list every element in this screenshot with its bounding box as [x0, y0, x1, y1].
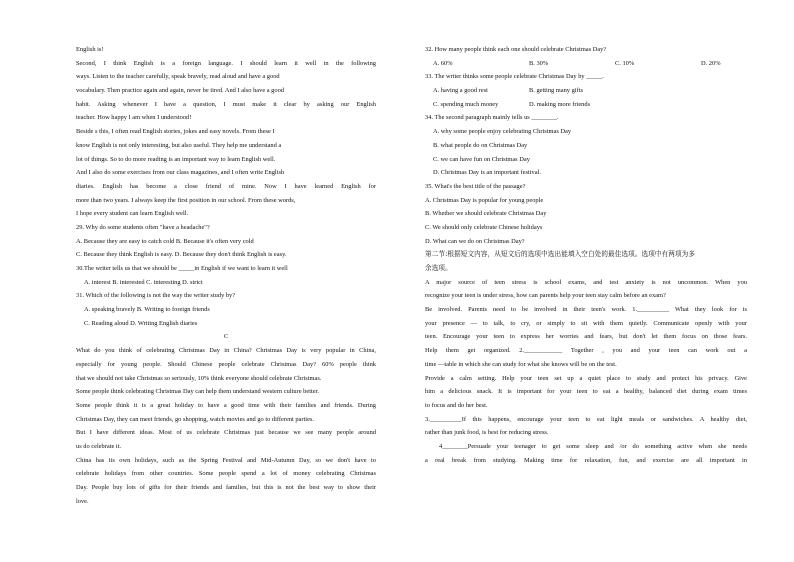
answer-option: D. making more friends	[529, 100, 591, 108]
text-line: Day. People buy lots of gifts for their friends and families, but this is not the best way to show their	[76, 484, 376, 491]
text-line: Some people think celebrating Christmas Day can help them understand western culture better.	[76, 388, 319, 396]
text-line: love.	[76, 497, 89, 505]
text-line: especially for young people. Should Chinese people celebrate Christmas Day? 60% people think	[76, 360, 376, 368]
text-line: 4________Persuade your teenager to get some sleep and /or do something active when she needs	[439, 442, 747, 450]
text-line: 31. Which of the following is not the way the writer study by?	[76, 292, 236, 300]
text-line: Be involved. Parents need to be involved in their teen's work. 1.__________ What they look for is	[425, 306, 747, 314]
text-line: him a delicious snack. It is important for your teen to eat a healthy, balanced diet during exam times	[425, 388, 747, 396]
text-line: And I also do some exercises from our class magazines, and I often write English	[76, 169, 285, 177]
text-line: But I have different ideas. Most of us celebrate Christmas just because we see many people around	[76, 429, 376, 437]
text-line: more than two years. I always keep the first position in our school. From these words,	[76, 196, 296, 204]
text-line: A. Because they are easy to catch cold B. Because it's often very cold	[76, 237, 254, 245]
text-line: your presence — to talk, to cry, or simply to sit with them quietly. Communicate openly with your	[425, 319, 747, 327]
text-line: celebrate holidays from other countries. Some people spend a lot of money celebrating Christmas	[76, 470, 376, 478]
text-line: teacher. How happy I am when I understood!	[76, 114, 192, 122]
text-line: 34. The second paragraph mainly tells us ________.	[425, 114, 559, 122]
text-line: Christmas Day, they can meet friends, go shopping, watch movies and go to different parties.	[76, 415, 314, 423]
text-line: D. What can we do on Christmas Day?	[425, 237, 525, 245]
text-line: What do you think of celebrating Christmas Day in China? Christmas Day is very popular in China,	[76, 347, 376, 355]
text-line: to focus and do her best.	[425, 401, 488, 409]
text-line: a real break from studying. Making time for relaxation, fun, and exercise are all important in	[425, 456, 747, 464]
answer-options-row	[425, 84, 747, 98]
text-line: rather than junk food, is best for reducing stress.	[425, 429, 549, 437]
text-line: 余选项。	[425, 264, 452, 272]
text-line: English is!	[76, 46, 104, 53]
text-line: B. Whether we should celebrate Christmas Day	[425, 210, 547, 218]
text-line: China has its own holidays, such as the Spring Festival and Mid-Autumn Day, so we don't have to	[76, 456, 376, 464]
text-line: that we should not take Christmas so seriously, 10% think everyone should celebrate Christmas.	[76, 374, 322, 382]
answer-option: B. 30%	[529, 59, 549, 67]
text-line: diaries. English has become a close friend of mine. Now I have learned English for	[76, 182, 376, 190]
text-line: B. what people do on Christmas Day	[433, 141, 528, 149]
text-line: 32. How many people think each one should celebrate Christmas Day?	[425, 46, 607, 53]
text-line: recognize your teen is under stress, how can parents help your teen stay calm before an exam?	[425, 292, 666, 300]
text-line: 29. Why do some students often "have a headache"?	[76, 223, 210, 231]
right-column	[425, 43, 747, 467]
text-line: A. why some people enjoy celebrating Christmas Day	[433, 128, 572, 136]
answer-options-row	[425, 57, 747, 71]
text-line: 30.The writer tells us that we should be _____in English if we want to learn it well	[76, 265, 288, 272]
text-line: 第二节:根据短文内容，从短文后的选项中选出能填入空白处的最佳选项。选项中有两项为多	[425, 250, 696, 259]
text-line: Beside s this, I often read English stories, jokes and easy novels. From these I	[76, 128, 275, 136]
answer-option: A. having a good rest	[433, 87, 488, 95]
answer-option: C. spending much money	[433, 100, 499, 108]
text-line: C. Reading aloud D. Writing English diaries	[84, 319, 198, 327]
text-line: A. Christmas Day is popular for young people	[425, 196, 544, 204]
text-line: Provide a calm setting. Help your teen set up a quiet place to study and protect his privacy. Give	[425, 374, 747, 382]
text-line: Second, I think English is a foreign language. I should learn it well in the following	[76, 59, 376, 67]
text-line: time —table in which she can study for what she knows will be on the test.	[425, 360, 617, 368]
text-line: lot of things. So to do more reading is an important way to learn English well.	[76, 155, 276, 163]
text-line: know English is not only interesting, but also useful. They help me understand a	[76, 141, 282, 149]
text-line: C. We should only celebrate Chinese holidays	[425, 223, 543, 231]
text-line: D. Christmas Day is an important festival.	[433, 169, 541, 177]
text-line: 3.__________If this happens, encourage your teen to eat light meals or sandwiches. A healthy diet,	[425, 415, 747, 423]
text-line: us do celebrate it.	[76, 442, 122, 450]
text-line: teen. Encourage your teen to express her worries and fears, but don't let them focus on those fears.	[425, 333, 747, 341]
text-line: C	[223, 333, 229, 341]
text-line: 33. The writer thinks some people celebrate Christmas Day by _____.	[425, 73, 604, 81]
answer-option: C. 10%	[615, 59, 635, 67]
answer-options-row	[425, 98, 747, 112]
text-line: habit. Asking whenever I have a question, I must make it clear by asking our English	[76, 100, 376, 108]
answer-option: B. getting many gifts	[529, 87, 583, 95]
text-line: 35. What's the best title of the passage?	[425, 182, 526, 190]
left-column	[76, 43, 376, 508]
text-line: Some people think it is a great holiday to have a good time with their families and friends. During	[76, 401, 376, 409]
answer-option: D. 20%	[701, 59, 721, 67]
answer-option: A. 60%	[433, 59, 453, 67]
text-line: A major source of teen stress is school exams, and test anxiety is not uncommon. When you	[425, 278, 747, 286]
text-line: I hope every student can learn English well.	[76, 210, 189, 218]
text-line: ways. Listen to the teacher carefully, speak bravely, read aloud and have a good	[76, 73, 280, 81]
text-line: Help them get organized. 2.____________ Together , you and your teen can work out a	[425, 347, 747, 355]
text-line: vocabulary. Then practice again and again, never be tired. And I also have a good	[76, 87, 284, 95]
text-line: C. we can have fun on Christmas Day	[433, 155, 530, 163]
text-line: A. interest B. interested C. interesting D. strict	[84, 278, 203, 286]
text-line: A. speaking bravely B. Writing to foreign friends	[84, 306, 210, 314]
text-line: C. Because they think English is easy. D. Because they don't think English is easy.	[76, 251, 287, 259]
